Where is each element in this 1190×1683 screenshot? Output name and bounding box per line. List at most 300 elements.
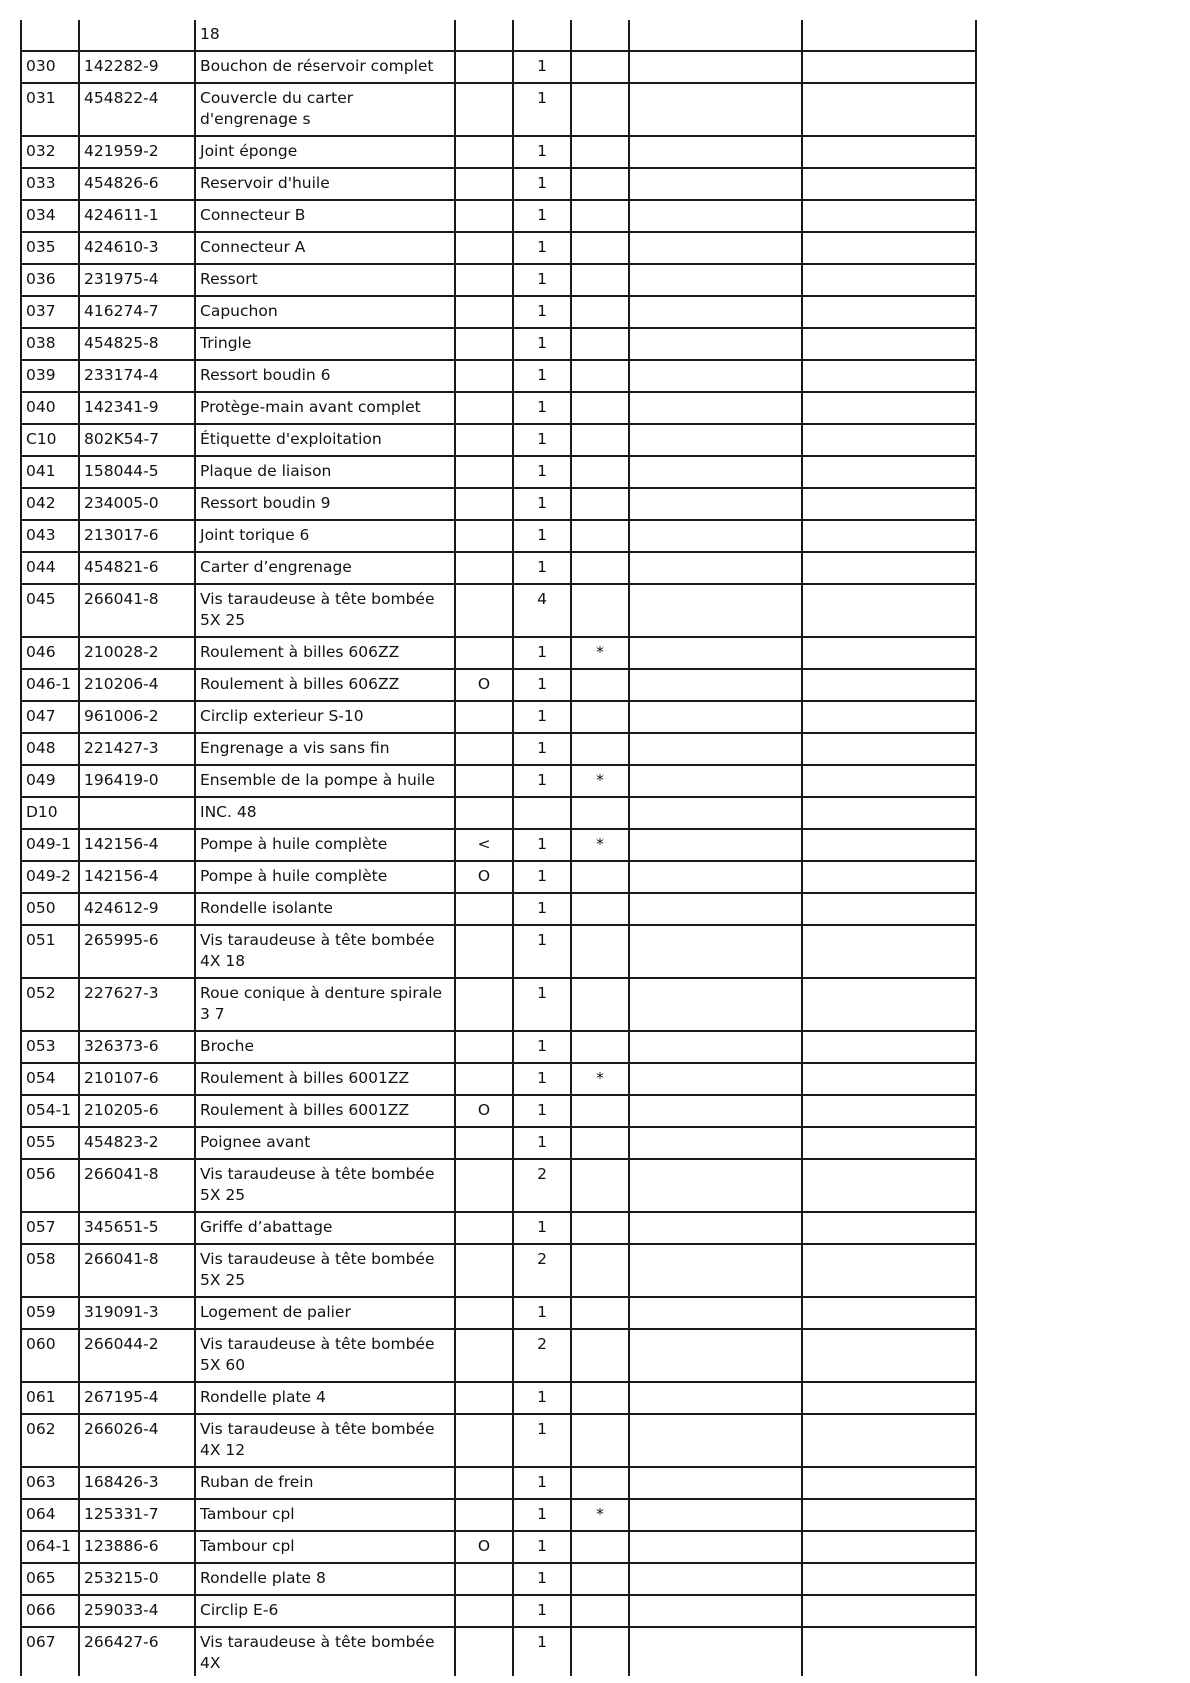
empty-cell xyxy=(629,861,802,893)
empty-cell xyxy=(629,733,802,765)
description-cell: Bouchon de réservoir complet xyxy=(195,51,455,83)
description-cell: Connecteur A xyxy=(195,232,455,264)
option-cell xyxy=(455,136,513,168)
empty-cell xyxy=(629,200,802,232)
empty-cell xyxy=(802,584,976,637)
table-row xyxy=(21,1063,976,1095)
description-cell: Pompe à huile complète xyxy=(195,861,455,893)
quantity-cell: 1 xyxy=(513,1297,571,1329)
empty-cell xyxy=(802,669,976,701)
option-cell xyxy=(455,1627,513,1676)
description-cell: Vis taraudeuse à tête bombée 5X 60 xyxy=(195,1329,455,1382)
option-cell xyxy=(455,328,513,360)
empty-cell xyxy=(629,488,802,520)
empty-cell xyxy=(802,829,976,861)
option-cell xyxy=(455,1127,513,1159)
description-cell: Circlip E-6 xyxy=(195,1595,455,1627)
item-number-cell: 040 xyxy=(21,392,79,424)
table-row xyxy=(21,1595,976,1627)
description-cell: Ruban de frein xyxy=(195,1467,455,1499)
item-number-cell: 067 xyxy=(21,1627,79,1676)
description-cell: Roulement à billes 606ZZ xyxy=(195,637,455,669)
empty-cell xyxy=(802,168,976,200)
option-cell xyxy=(455,168,513,200)
note-cell xyxy=(571,1031,629,1063)
empty-cell xyxy=(802,20,976,51)
option-cell: O xyxy=(455,1531,513,1563)
description-cell: Ressort boudin 9 xyxy=(195,488,455,520)
description-cell: Capuchon xyxy=(195,296,455,328)
quantity-cell: 1 xyxy=(513,861,571,893)
table-row xyxy=(21,552,976,584)
quantity-cell: 1 xyxy=(513,733,571,765)
item-number-cell: 039 xyxy=(21,360,79,392)
quantity-cell: 1 xyxy=(513,264,571,296)
part-number-cell: 265995-6 xyxy=(79,925,195,978)
item-number-cell: 034 xyxy=(21,200,79,232)
parts-table xyxy=(20,20,977,1676)
part-number-cell: 454821-6 xyxy=(79,552,195,584)
empty-cell xyxy=(629,168,802,200)
description-cell: Vis taraudeuse à tête bombée 4X 18 xyxy=(195,925,455,978)
item-number-cell: 049-2 xyxy=(21,861,79,893)
part-number-cell: 227627-3 xyxy=(79,978,195,1031)
empty-cell xyxy=(629,83,802,136)
option-cell xyxy=(455,925,513,978)
empty-cell xyxy=(629,1414,802,1467)
description-cell: Couvercle du carter d'engrenage s xyxy=(195,83,455,136)
empty-cell xyxy=(802,1127,976,1159)
description-cell: Ressort boudin 6 xyxy=(195,360,455,392)
table-row xyxy=(21,1382,976,1414)
parts-list-page xyxy=(20,20,977,1676)
description-cell: INC. 48 xyxy=(195,797,455,829)
empty-cell xyxy=(629,20,802,51)
item-number-cell: 031 xyxy=(21,83,79,136)
note-cell xyxy=(571,200,629,232)
part-number-cell: 267195-4 xyxy=(79,1382,195,1414)
empty-cell xyxy=(629,1563,802,1595)
empty-cell xyxy=(629,925,802,978)
quantity-cell xyxy=(513,797,571,829)
description-cell: Pompe à huile complète xyxy=(195,829,455,861)
note-cell xyxy=(571,978,629,1031)
note-cell xyxy=(571,264,629,296)
empty-cell xyxy=(802,1563,976,1595)
empty-cell xyxy=(802,1531,976,1563)
table-row xyxy=(21,1127,976,1159)
note-cell xyxy=(571,168,629,200)
part-number-cell: 142156-4 xyxy=(79,861,195,893)
item-number-cell: 063 xyxy=(21,1467,79,1499)
note-cell xyxy=(571,861,629,893)
note-cell: * xyxy=(571,1499,629,1531)
item-number-cell: 065 xyxy=(21,1563,79,1595)
empty-cell xyxy=(802,1095,976,1127)
empty-cell xyxy=(629,1063,802,1095)
option-cell xyxy=(455,200,513,232)
part-number-cell: 266041-8 xyxy=(79,1159,195,1212)
option-cell xyxy=(455,1297,513,1329)
quantity-cell: 1 xyxy=(513,1499,571,1531)
empty-cell xyxy=(629,1159,802,1212)
item-number-cell: 049-1 xyxy=(21,829,79,861)
description-cell: Vis taraudeuse à tête bombée 4X xyxy=(195,1627,455,1676)
table-row xyxy=(21,1563,976,1595)
description-cell: Ressort xyxy=(195,264,455,296)
table-row xyxy=(21,1095,976,1127)
table-row xyxy=(21,1627,976,1676)
quantity-cell: 1 xyxy=(513,1414,571,1467)
item-number-cell: 046-1 xyxy=(21,669,79,701)
quantity-cell: 1 xyxy=(513,51,571,83)
part-number-cell: 234005-0 xyxy=(79,488,195,520)
item-number-cell: 056 xyxy=(21,1159,79,1212)
note-cell xyxy=(571,733,629,765)
option-cell xyxy=(455,264,513,296)
empty-cell xyxy=(629,520,802,552)
empty-cell xyxy=(629,264,802,296)
table-row xyxy=(21,264,976,296)
item-number-cell xyxy=(21,20,79,51)
table-row xyxy=(21,701,976,733)
part-number-cell: 454823-2 xyxy=(79,1127,195,1159)
note-cell: * xyxy=(571,829,629,861)
empty-cell xyxy=(629,1531,802,1563)
empty-cell xyxy=(629,669,802,701)
item-number-cell: 050 xyxy=(21,893,79,925)
option-cell xyxy=(455,520,513,552)
option-cell: O xyxy=(455,861,513,893)
note-cell xyxy=(571,392,629,424)
note-cell xyxy=(571,136,629,168)
part-number-cell: 424612-9 xyxy=(79,893,195,925)
description-cell: 18 xyxy=(195,20,455,51)
item-number-cell: 044 xyxy=(21,552,79,584)
quantity-cell: 1 xyxy=(513,520,571,552)
quantity-cell: 1 xyxy=(513,488,571,520)
empty-cell xyxy=(802,136,976,168)
part-number-cell: 266427-6 xyxy=(79,1627,195,1676)
empty-cell xyxy=(629,637,802,669)
table-row xyxy=(21,328,976,360)
part-number-cell: 266026-4 xyxy=(79,1414,195,1467)
table-row xyxy=(21,733,976,765)
quantity-cell: 1 xyxy=(513,232,571,264)
part-number-cell: 266041-8 xyxy=(79,584,195,637)
option-cell xyxy=(455,232,513,264)
option-cell xyxy=(455,1063,513,1095)
quantity-cell: 1 xyxy=(513,456,571,488)
quantity-cell xyxy=(513,20,571,51)
quantity-cell: 2 xyxy=(513,1244,571,1297)
item-number-cell: 064 xyxy=(21,1499,79,1531)
empty-cell xyxy=(802,1159,976,1212)
table-row xyxy=(21,1244,976,1297)
option-cell xyxy=(455,1563,513,1595)
empty-cell xyxy=(802,1031,976,1063)
option-cell xyxy=(455,51,513,83)
empty-cell xyxy=(629,1127,802,1159)
empty-cell xyxy=(802,978,976,1031)
empty-cell xyxy=(629,296,802,328)
part-number-cell: 231975-4 xyxy=(79,264,195,296)
description-cell: Joint torique 6 xyxy=(195,520,455,552)
option-cell xyxy=(455,701,513,733)
item-number-cell: 043 xyxy=(21,520,79,552)
part-number-cell: 326373-6 xyxy=(79,1031,195,1063)
description-cell: Roulement à billes 606ZZ xyxy=(195,669,455,701)
part-number-cell: 454822-4 xyxy=(79,83,195,136)
item-number-cell: 036 xyxy=(21,264,79,296)
quantity-cell: 1 xyxy=(513,1063,571,1095)
part-number-cell: 221427-3 xyxy=(79,733,195,765)
empty-cell xyxy=(802,797,976,829)
item-number-cell: 054-1 xyxy=(21,1095,79,1127)
description-cell: Carter d’engrenage xyxy=(195,552,455,584)
part-number-cell: 168426-3 xyxy=(79,1467,195,1499)
quantity-cell: 1 xyxy=(513,328,571,360)
part-number-cell: 253215-0 xyxy=(79,1563,195,1595)
table-row xyxy=(21,360,976,392)
empty-cell xyxy=(629,136,802,168)
option-cell xyxy=(455,1244,513,1297)
table-row xyxy=(21,488,976,520)
item-number-cell: 051 xyxy=(21,925,79,978)
option-cell xyxy=(455,978,513,1031)
option-cell xyxy=(455,1212,513,1244)
option-cell xyxy=(455,424,513,456)
note-cell xyxy=(571,1159,629,1212)
note-cell xyxy=(571,1467,629,1499)
description-cell: Roue conique à denture spirale 3 7 xyxy=(195,978,455,1031)
empty-cell xyxy=(802,456,976,488)
option-cell xyxy=(455,1467,513,1499)
empty-cell xyxy=(802,424,976,456)
option-cell xyxy=(455,83,513,136)
empty-cell xyxy=(629,701,802,733)
quantity-cell: 1 xyxy=(513,1095,571,1127)
note-cell xyxy=(571,1297,629,1329)
part-number-cell: 123886-6 xyxy=(79,1531,195,1563)
quantity-cell: 1 xyxy=(513,136,571,168)
empty-cell xyxy=(802,1595,976,1627)
description-cell: Circlip exterieur S-10 xyxy=(195,701,455,733)
empty-cell xyxy=(802,701,976,733)
option-cell xyxy=(455,1159,513,1212)
quantity-cell: 1 xyxy=(513,829,571,861)
option-cell xyxy=(455,797,513,829)
item-number-cell: 045 xyxy=(21,584,79,637)
empty-cell xyxy=(802,51,976,83)
description-cell: Rondelle isolante xyxy=(195,893,455,925)
empty-cell xyxy=(629,328,802,360)
empty-cell xyxy=(802,200,976,232)
note-cell xyxy=(571,584,629,637)
part-number-cell: 142156-4 xyxy=(79,829,195,861)
empty-cell xyxy=(802,1329,976,1382)
empty-cell xyxy=(802,893,976,925)
part-number-cell xyxy=(79,797,195,829)
item-number-cell: 058 xyxy=(21,1244,79,1297)
empty-cell xyxy=(629,1329,802,1382)
table-row xyxy=(21,1499,976,1531)
part-number-cell: 416274-7 xyxy=(79,296,195,328)
item-number-cell: 055 xyxy=(21,1127,79,1159)
part-number-cell: 259033-4 xyxy=(79,1595,195,1627)
item-number-cell: 061 xyxy=(21,1382,79,1414)
note-cell xyxy=(571,296,629,328)
option-cell xyxy=(455,733,513,765)
empty-cell xyxy=(629,1212,802,1244)
description-cell: Logement de palier xyxy=(195,1297,455,1329)
part-number-cell: 454826-6 xyxy=(79,168,195,200)
empty-cell xyxy=(802,264,976,296)
empty-cell xyxy=(802,861,976,893)
description-cell: Plaque de liaison xyxy=(195,456,455,488)
item-number-cell: 053 xyxy=(21,1031,79,1063)
quantity-cell: 1 xyxy=(513,1212,571,1244)
option-cell: < xyxy=(455,829,513,861)
empty-cell xyxy=(629,232,802,264)
table-row xyxy=(21,1031,976,1063)
note-cell xyxy=(571,1127,629,1159)
part-number-cell: 424610-3 xyxy=(79,232,195,264)
table-row xyxy=(21,829,976,861)
empty-cell xyxy=(802,1063,976,1095)
quantity-cell: 2 xyxy=(513,1159,571,1212)
note-cell xyxy=(571,1627,629,1676)
option-cell xyxy=(455,296,513,328)
note-cell xyxy=(571,51,629,83)
item-number-cell: 038 xyxy=(21,328,79,360)
empty-cell xyxy=(802,765,976,797)
empty-cell xyxy=(629,1095,802,1127)
part-number-cell: 319091-3 xyxy=(79,1297,195,1329)
option-cell xyxy=(455,1499,513,1531)
item-number-cell: D10 xyxy=(21,797,79,829)
item-number-cell: 060 xyxy=(21,1329,79,1382)
item-number-cell: 030 xyxy=(21,51,79,83)
empty-cell xyxy=(802,296,976,328)
part-number-cell: 233174-4 xyxy=(79,360,195,392)
item-number-cell: 057 xyxy=(21,1212,79,1244)
quantity-cell: 1 xyxy=(513,669,571,701)
part-number-cell: 213017-6 xyxy=(79,520,195,552)
table-row xyxy=(21,296,976,328)
table-row xyxy=(21,1329,976,1382)
table-row xyxy=(21,1467,976,1499)
part-number-cell: 961006-2 xyxy=(79,701,195,733)
item-number-cell: 059 xyxy=(21,1297,79,1329)
empty-cell xyxy=(802,1244,976,1297)
part-number-cell: 421959-2 xyxy=(79,136,195,168)
table-row xyxy=(21,1297,976,1329)
quantity-cell: 1 xyxy=(513,893,571,925)
table-row xyxy=(21,669,976,701)
note-cell xyxy=(571,1329,629,1382)
table-row xyxy=(21,893,976,925)
item-number-cell: 049 xyxy=(21,765,79,797)
empty-cell xyxy=(802,637,976,669)
description-cell: Vis taraudeuse à tête bombée 4X 12 xyxy=(195,1414,455,1467)
note-cell xyxy=(571,328,629,360)
quantity-cell: 1 xyxy=(513,925,571,978)
part-number-cell: 266044-2 xyxy=(79,1329,195,1382)
note-cell xyxy=(571,893,629,925)
quantity-cell: 1 xyxy=(513,424,571,456)
part-number-cell: 158044-5 xyxy=(79,456,195,488)
part-number-cell: 266041-8 xyxy=(79,1244,195,1297)
description-cell: Tambour cpl xyxy=(195,1531,455,1563)
empty-cell xyxy=(629,1297,802,1329)
note-cell xyxy=(571,360,629,392)
description-cell: Rondelle plate 4 xyxy=(195,1382,455,1414)
empty-cell xyxy=(802,552,976,584)
item-number-cell: 062 xyxy=(21,1414,79,1467)
note-cell: * xyxy=(571,637,629,669)
option-cell xyxy=(455,20,513,51)
option-cell xyxy=(455,1031,513,1063)
quantity-cell: 1 xyxy=(513,83,571,136)
empty-cell xyxy=(629,765,802,797)
empty-cell xyxy=(802,1467,976,1499)
part-number-cell: 424611-1 xyxy=(79,200,195,232)
description-cell: Griffe d’abattage xyxy=(195,1212,455,1244)
quantity-cell: 1 xyxy=(513,1627,571,1676)
table-row xyxy=(21,136,976,168)
empty-cell xyxy=(629,552,802,584)
empty-cell xyxy=(629,1031,802,1063)
option-cell xyxy=(455,1382,513,1414)
table-row xyxy=(21,200,976,232)
note-cell xyxy=(571,456,629,488)
quantity-cell: 1 xyxy=(513,392,571,424)
empty-cell xyxy=(802,925,976,978)
description-cell: Vis taraudeuse à tête bombée 5X 25 xyxy=(195,1244,455,1297)
item-number-cell: 064-1 xyxy=(21,1531,79,1563)
item-number-cell: 054 xyxy=(21,1063,79,1095)
quantity-cell: 1 xyxy=(513,1467,571,1499)
description-cell: Vis taraudeuse à tête bombée 5X 25 xyxy=(195,1159,455,1212)
table-row xyxy=(21,765,976,797)
part-number-cell: 345651-5 xyxy=(79,1212,195,1244)
item-number-cell: 052 xyxy=(21,978,79,1031)
note-cell xyxy=(571,701,629,733)
quantity-cell: 1 xyxy=(513,168,571,200)
empty-cell xyxy=(802,1414,976,1467)
description-cell: Tringle xyxy=(195,328,455,360)
empty-cell xyxy=(802,1297,976,1329)
note-cell xyxy=(571,488,629,520)
option-cell xyxy=(455,1595,513,1627)
empty-cell xyxy=(629,1467,802,1499)
empty-cell xyxy=(629,829,802,861)
empty-cell xyxy=(802,1382,976,1414)
empty-cell xyxy=(629,1244,802,1297)
empty-cell xyxy=(802,83,976,136)
empty-cell xyxy=(629,1627,802,1676)
description-cell: Reservoir d'huile xyxy=(195,168,455,200)
empty-cell xyxy=(802,360,976,392)
table-row xyxy=(21,456,976,488)
quantity-cell: 1 xyxy=(513,552,571,584)
note-cell xyxy=(571,1382,629,1414)
table-row xyxy=(21,1212,976,1244)
empty-cell xyxy=(802,392,976,424)
table-row xyxy=(21,584,976,637)
option-cell xyxy=(455,1329,513,1382)
